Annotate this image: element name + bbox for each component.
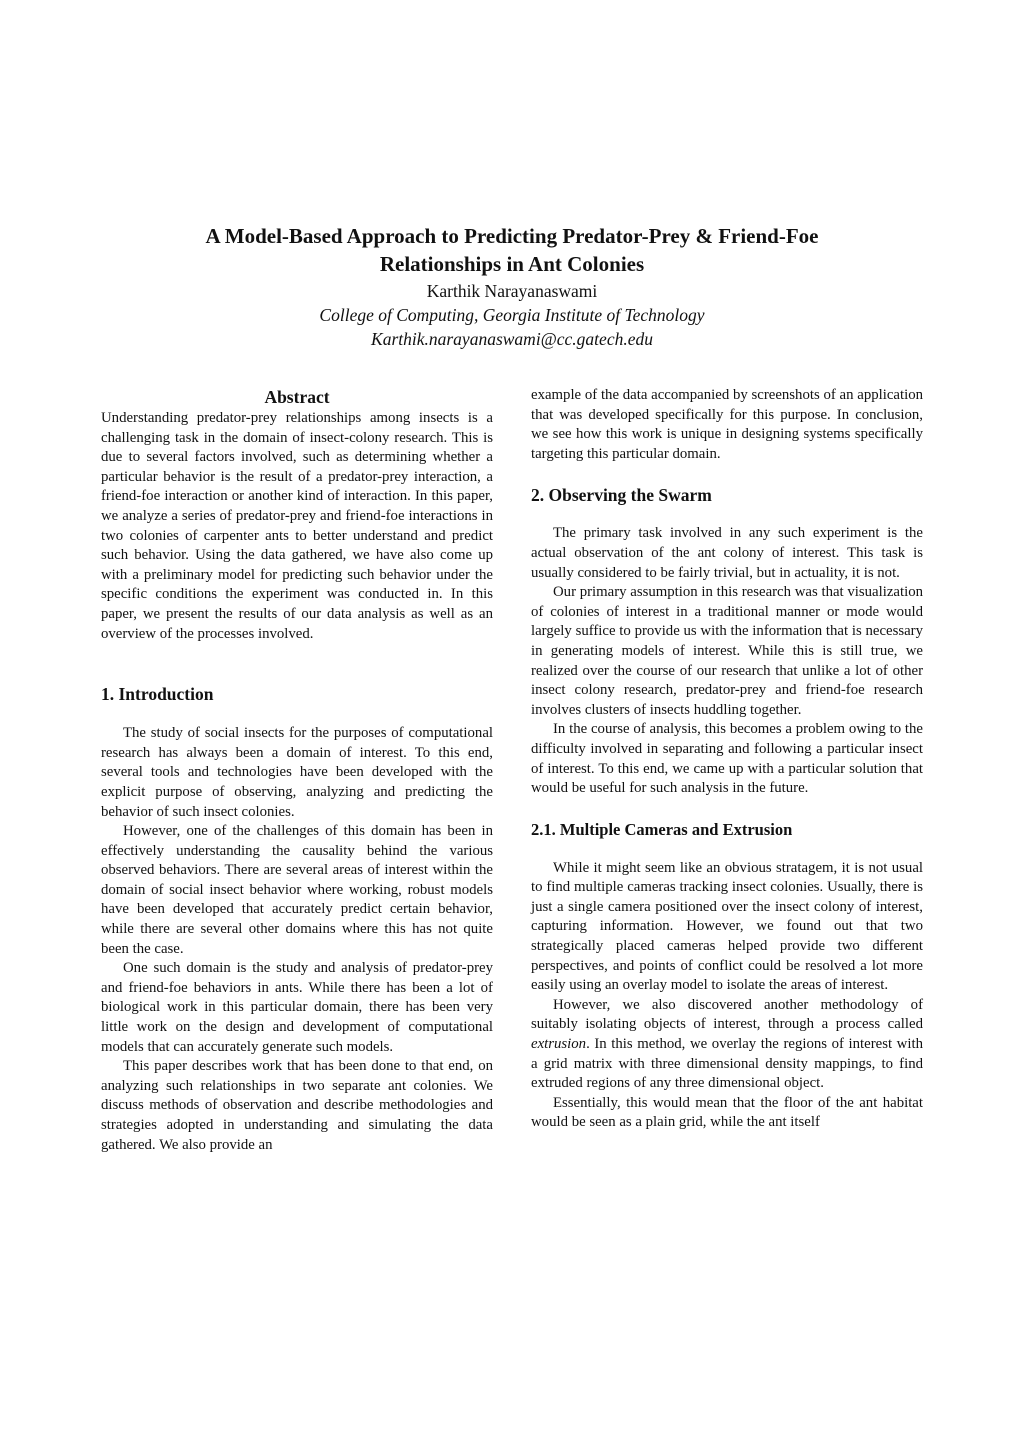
paper-header <box>0 222 1024 351</box>
left-column <box>101 386 493 1155</box>
paper-title <box>0 222 1024 278</box>
introduction-heading: 1. Introduction <box>101 684 214 705</box>
multiple-cameras-paragraph-3: Essentially, this would mean that the floor of the ant habitat would be seen as a plain grid, while the ant itself <box>531 1094 923 1131</box>
multiple-cameras-paragraph-2 <box>531 996 923 1094</box>
title-line-1: A Model-Based Approach to Predicting Predator-Prey & Friend-Foe <box>205 224 819 248</box>
observing-paragraph-3: In the course of analysis, this becomes a problem owing to the difficulty involved in separating and following a particular insect of interest. To this end, we came up with a particular solution that would be useful for such analysis in the future. <box>531 721 923 797</box>
author-name: Karthik Narayanaswami <box>426 281 598 301</box>
multiple-cameras-paragraph-1: While it might seem like an obvious stratagem, it is not usual to find multiple cameras tracking insect colonies. Usually, there is just a single camera positioned over the insect colony of interest, capturing information. However, we found out that two strategically placed cameras helped provide two different perspectives, and points of conflict could be resolved a lot more easily using an overlay model to isolate the areas of interest. <box>531 859 923 994</box>
author-affiliation: College of Computing, Georgia Institute of Technology <box>319 305 705 325</box>
introduction-paragraph-2: However, one of the challenges of this domain has been in effectively understanding the causality behind the various observed behaviors. There are several areas of interest within the domain of social insect behavior where working, robust models have been developed that accurately predict certain behavior, while there are several other domains where this has not quite been the case. <box>101 823 493 957</box>
abstract-text: Understanding predator-prey relationships among insects is a challenging task in the domain of insect-colony research. This is due to several factors involved, such as determining whether a particular behavior is the result of a predator-prey interaction, a friend-foe interaction or another kind of interaction. In this paper, we analyze a series of predator-prey and friend-foe interactions in two colonies of carpenter ants to better understand and predict such behavior. Using the data gathered, we have also come up with a preliminary model for predicting such behavior under the specific conditions the experiment was conducted in. In this paper, we present the results of our data analysis as well as an overview of the processes involved. <box>101 410 493 642</box>
extrusion-term: extrusion <box>531 1036 587 1053</box>
introduction-paragraph-4-continued: example of the data accompanied by screenshots of an application that was developed specifically for this purpose. In conclusion, we see how this work is unique in designing systems specifically targeting this particular domain. <box>531 387 923 462</box>
right-column <box>531 386 923 1133</box>
extrusion-text-before: However, we also discovered another methodology of suitably isolating objects of interest, through a process called <box>531 996 923 1033</box>
multiple-cameras-heading: 2.1. Multiple Cameras and Extrusion <box>531 819 793 839</box>
observing-paragraph-1: The primary task involved in any such experiment is the actual observation of the ant colony of interest. This task is usually considered to be fairly trivial, but in actuality, it is not. <box>531 525 923 581</box>
observing-heading: 2. Observing the Swarm <box>531 485 712 506</box>
observing-paragraph-2: Our primary assumption in this research was that visualization of colonies of interest in a traditional manner or mode would largely suffice to provide us with the information that is necessary in generating models of interest. While this is still true, we realized over the course of our research that unlike a lot of other insect colony research, predator-prey and friend-foe research involves clusters of insects huddling together. <box>531 584 923 718</box>
extrusion-text-after: . In this method, we overlay the regions of interest with a grid matrix with three dimensional density mappings, to find extruded regions of any three dimensional object. <box>531 1036 923 1092</box>
introduction-paragraph-4: This paper describes work that has been done to that end, on analyzing such relationships in two separate ant colonies. We discuss methods of observation and describe methodologies and strategies adopted in understanding and simulating the data gathered. We also provide an <box>101 1058 493 1153</box>
introduction-paragraph-1: The study of social insects for the purposes of computational research has always been a domain of interest. To this end, several tools and technologies have been developed with the explicit purpose of observing, analyzing and predicting the behavior of such insect colonies. <box>101 725 493 820</box>
introduction-paragraph-3: One such domain is the study and analysis of predator-prey and friend-foe behaviors in ants. While there has been a lot of biological work in this particular domain, there has been very little work on the design and development of computational models that can accurately generate such models. <box>101 960 493 1055</box>
author-email: Karthik.narayanaswami@cc.gatech.edu <box>371 329 653 349</box>
abstract-heading: Abstract <box>264 387 330 407</box>
title-line-2: Relationships in Ant Colonies <box>379 252 645 276</box>
